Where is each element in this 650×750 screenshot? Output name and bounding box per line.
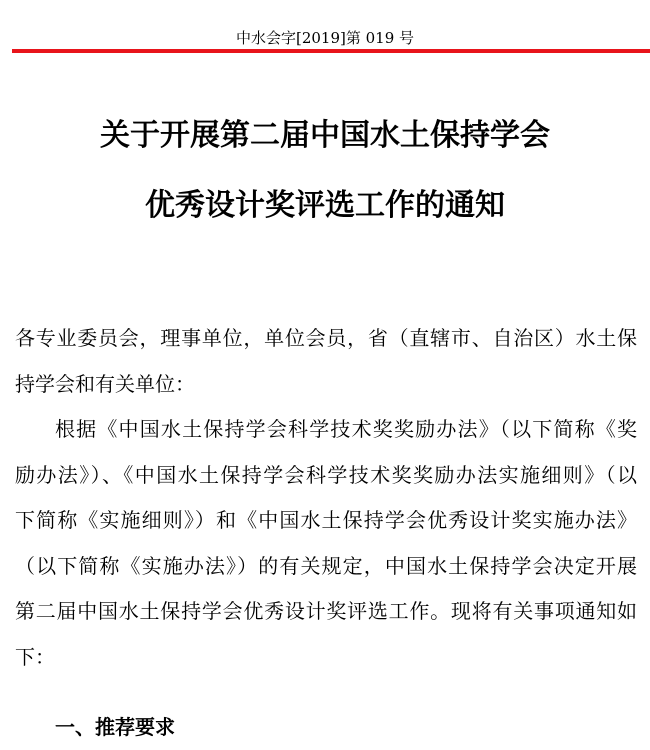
- salutation: [15, 316, 637, 407]
- notice-title-line-1: 关于开展第二届中国水土保持学会: [100, 118, 550, 153]
- salutation-line: 持学会和有关单位：: [15, 371, 195, 396]
- paragraph-line: （以下简称《实施办法》）的有关规定，中国水土保持学会决定开展: [15, 553, 637, 578]
- paragraph-line: 下简称《实施细则》）和《中国水土保持学会优秀设计奖实施办法》: [15, 508, 637, 532]
- section-heading: 一、推荐要求: [55, 715, 175, 739]
- paragraph-line: 根据《中国水土保持学会科学技术奖奖励办法》（以下简称《奖: [55, 417, 637, 441]
- paragraph-line: 下：: [15, 644, 55, 669]
- document-number: 中水会字[2019]第 019 号: [235, 29, 415, 47]
- paragraph-line: 励办法》）、《中国水土保持学会科学技术奖奖励办法实施细则》（以: [15, 462, 637, 487]
- paragraph-line: 第二届中国水土保持学会优秀设计奖评选工作。现将有关事项通知如: [15, 599, 637, 623]
- body-paragraph: [15, 407, 637, 680]
- red-header-rule: [12, 49, 650, 53]
- notice-title-line-2: 优秀设计奖评选工作的通知: [145, 188, 505, 223]
- salutation-line: 各专业委员会，理事单位，单位会员，省（直辖市、自治区）水土保: [15, 326, 637, 350]
